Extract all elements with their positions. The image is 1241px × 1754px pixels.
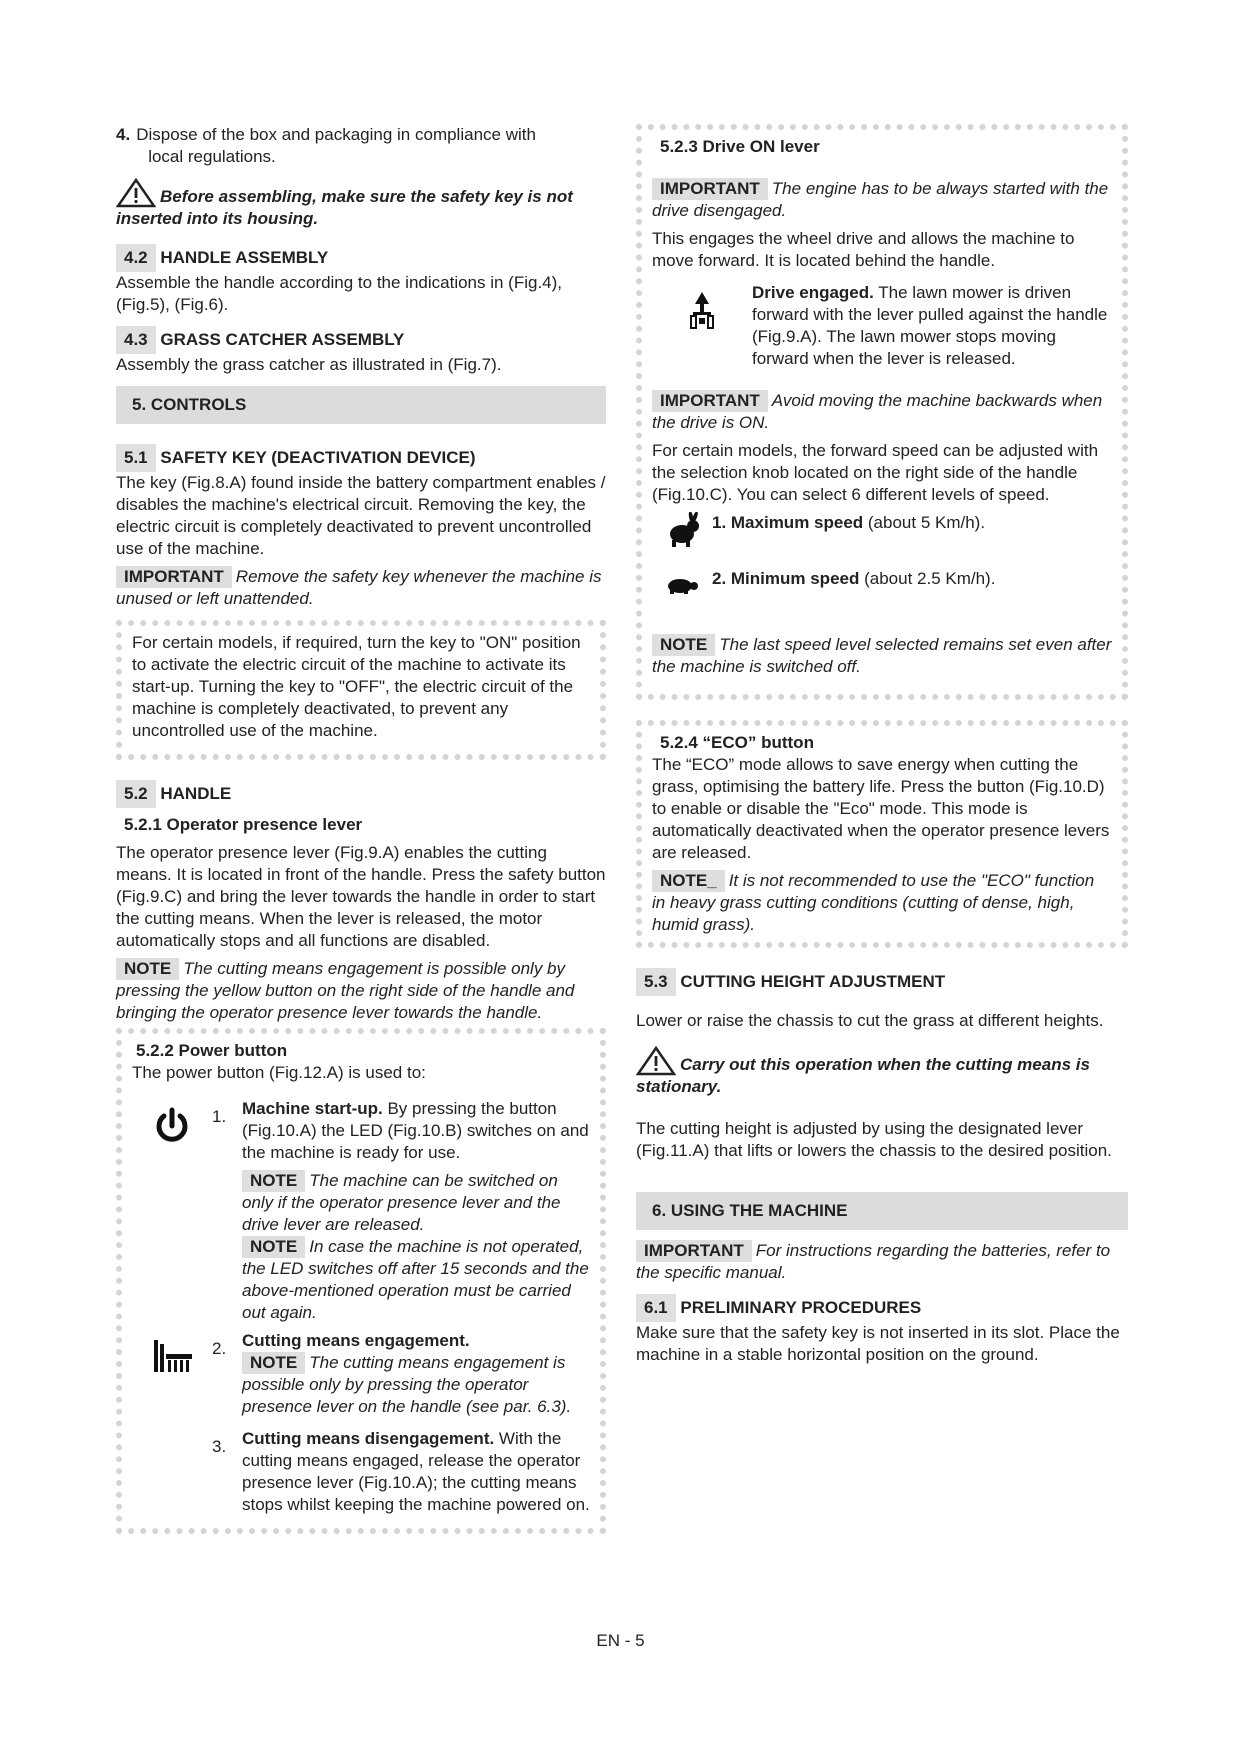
item-text: Cutting means disengagement. With the cutting means engaged, release the operator presence lever (Fig.10.A); the cutting means stops whilst keeping the machine powered on. xyxy=(242,1429,590,1514)
note: NOTE_ It is not recommended to use the "ECO" function in heavy grass cutting conditions (cutting of dense, high, humid grass). xyxy=(652,871,1095,934)
warning-icon xyxy=(636,1046,676,1076)
list-item xyxy=(652,568,1112,594)
list-item xyxy=(132,1098,590,1324)
page-number: EN - 5 xyxy=(596,1631,645,1650)
paragraph: This engages the wheel drive and allows the machine to move forward. It is located behind the handle. xyxy=(652,229,1075,270)
item-number: 3. xyxy=(212,1437,227,1456)
paragraph: The operator presence lever (Fig.9.A) enables the cutting means. It is located in front of the handle. Press the safety button (Fig.9.C) and bring the lever towards the handle in order to start the cutting means. When the lever is released, the motor automatically stops and all functions are disabled. xyxy=(116,843,606,950)
section-heading: 5.2 HANDLE xyxy=(116,780,606,808)
paragraph: The power button (Fig.12.A) is used to: xyxy=(132,1063,426,1082)
info-box xyxy=(116,620,606,760)
item-text: Drive engaged. The lawn mower is driven forward with the lever pulled against the handle (Fig.9.A). The lawn mower stops moving forward when the lever is released. xyxy=(752,283,1108,368)
important-note: IMPORTANT The engine has to be always started with the drive disengaged. xyxy=(652,179,1109,220)
warning-icon xyxy=(116,178,156,208)
list-item xyxy=(652,282,1112,370)
list-item xyxy=(132,1330,590,1418)
paragraph: For certain models, if required, turn the key to "ON" position to activate the electric circuit of the machine to activate its start-up. Turning the key to "OFF", the electric circuit of the machine is completely deactivated, to prevent any uncontrolled use of the machine. xyxy=(132,633,581,740)
section-heading: 5.1 SAFETY KEY (DEACTIVATION DEVICE) xyxy=(116,444,606,472)
section-heading: 5.3 CUTTING HEIGHT ADJUSTMENT xyxy=(636,968,1128,996)
drive-lever-icon xyxy=(685,290,719,334)
item-number: 1. xyxy=(212,1107,227,1126)
left-column xyxy=(116,124,606,1534)
paragraph: Assembly the grass catcher as illustrated in (Fig.7). xyxy=(116,355,502,374)
info-box xyxy=(636,124,1128,700)
paragraph: Make sure that the safety key is not inserted in its slot. Place the machine in a stable horizontal position on the ground. xyxy=(636,1323,1120,1364)
rabbit-icon xyxy=(662,512,702,548)
note: NOTE In case the machine is not operated, the LED switches off after 15 seconds and the above-mentioned operation must be carried out again. xyxy=(242,1237,589,1322)
item-title: Cutting means engagement. xyxy=(242,1331,470,1350)
item-text: Dispose of the box and packaging in compliance with xyxy=(136,125,536,144)
note: NOTE The last speed level selected remains set even after the machine is switched off. xyxy=(652,635,1112,676)
subsection-heading: 5.2.2 Power button xyxy=(136,1041,288,1060)
info-box xyxy=(636,720,1128,948)
item-number: 2. xyxy=(212,1339,227,1358)
subsection-heading: 5.2.1 Operator presence lever xyxy=(124,815,363,834)
important-note: IMPORTANT Avoid moving the machine backwards when the drive is ON. xyxy=(652,391,1103,432)
item-number: 4. xyxy=(116,125,131,144)
paragraph: The cutting height is adjusted by using the designated lever (Fig.11.A) that lifts or lowers the chassis to the desired position. xyxy=(636,1119,1112,1160)
chapter-heading: 6. USING THE MACHINE xyxy=(636,1192,1128,1230)
list-item xyxy=(116,124,606,168)
paragraph: Assemble the handle according to the indications in (Fig.4), (Fig.5), (Fig.6). xyxy=(116,273,563,314)
paragraph: The key (Fig.8.A) found inside the battery compartment enables / disables the machine's electrical circuit. Removing the key, the electric circuit is completely deactivated to prevent uncontrolled use of the machine. xyxy=(116,473,606,558)
subsection-heading: 5.2.4 “ECO” button xyxy=(660,733,814,752)
note: NOTE The machine can be switched on only if the operator presence lever and the drive lever are released. xyxy=(242,1171,561,1234)
paragraph: Lower or raise the chassis to cut the grass at different heights. xyxy=(636,1011,1104,1030)
section-heading: 6.1 PRELIMINARY PROCEDURES xyxy=(636,1294,1128,1322)
paragraph: The “ECO” mode allows to save energy when cutting the grass, optimising the battery life. Press the button (Fig.10.D) to enable or disable the "Eco" mode. This mode is automatically deactivated when the operator presence levers are released. xyxy=(652,755,1110,862)
subsection-heading: 5.2.3 Drive ON lever xyxy=(660,137,820,156)
item-text: local regulations. xyxy=(148,147,276,166)
paragraph: For certain models, the forward speed can be adjusted with the selection knob located on the right side of the handle (Fig.10.C). You can select 6 different levels of speed. xyxy=(652,441,1099,504)
note: NOTE The cutting means engagement is possible only by pressing the yellow button on the right side of the handle and bringing the operator presence lever towards the handle. xyxy=(116,959,575,1022)
important-note: IMPORTANT Remove the safety key whenever the machine is unused or left unattended. xyxy=(116,567,602,608)
info-box xyxy=(116,1028,606,1534)
turtle-icon xyxy=(664,574,700,594)
cutting-blade-icon xyxy=(150,1338,194,1374)
important-note: IMPORTANT For instructions regarding the batteries, refer to the specific manual. xyxy=(636,1241,1111,1282)
warning-text: Before assembling, make sure the safety key is not inserted into its housing. xyxy=(116,178,606,230)
power-icon xyxy=(152,1106,192,1146)
chapter-heading: 5. CONTROLS xyxy=(116,386,606,424)
section-heading: 4.3 GRASS CATCHER ASSEMBLY xyxy=(116,326,606,354)
list-item xyxy=(652,512,1112,548)
list-item xyxy=(132,1428,590,1516)
warning-text: Carry out this operation when the cutting means is stationary. xyxy=(636,1046,1128,1098)
note: NOTE The cutting means engagement is possible only by pressing the operator presence lever on the handle (see par. 6.3). xyxy=(242,1353,572,1416)
item-text: 1. Maximum speed (about 5 Km/h). xyxy=(712,513,986,532)
item-text: Machine start-up. By pressing the button (Fig.10.A) the LED (Fig.10.B) switches on and the machine is ready for use. xyxy=(242,1099,589,1162)
warning-block xyxy=(116,178,606,230)
right-column xyxy=(636,124,1128,1366)
section-heading: 4.2 HANDLE ASSEMBLY xyxy=(116,244,606,272)
item-text: 2. Minimum speed (about 2.5 Km/h). xyxy=(712,569,996,588)
